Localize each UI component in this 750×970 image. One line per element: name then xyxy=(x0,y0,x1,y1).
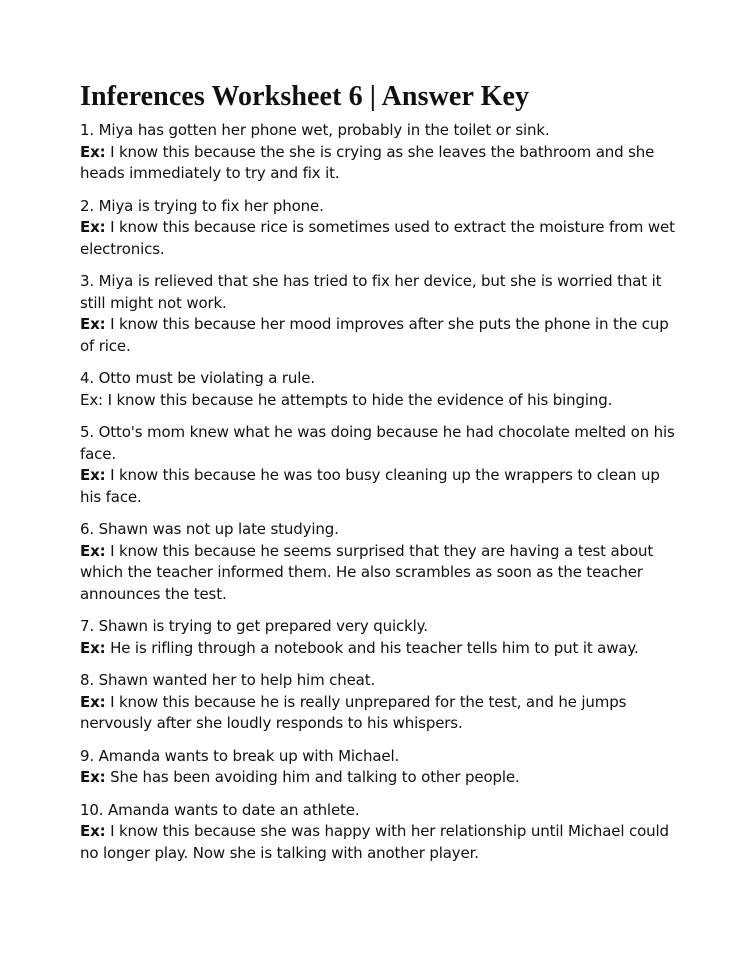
ex-text: She has been avoiding him and talking to other people. xyxy=(105,768,520,786)
answer-text: 9. Amanda wants to break up with Michael. xyxy=(80,746,400,765)
answer-text: 8. Shawn wanted her to help him cheat. xyxy=(80,671,376,689)
answer-item-8 xyxy=(80,670,680,735)
answer-text: 6. Shawn was not up late studying. xyxy=(80,520,339,538)
answer-text: 2. Miya is trying to fix her phone. xyxy=(80,196,324,215)
answer-item-7 xyxy=(80,616,680,659)
ex-label: Ex: xyxy=(80,768,106,786)
ex-label: Ex: xyxy=(80,822,106,840)
answer-text: 7. Shawn is trying to get prepared very quickly. xyxy=(80,617,428,635)
ex-label: Ex: xyxy=(80,638,106,657)
answer-item-3 xyxy=(80,271,680,357)
answer-item-9 xyxy=(80,746,680,789)
ex-label: Ex: xyxy=(80,466,106,484)
explanation xyxy=(80,390,680,412)
explanation xyxy=(80,821,680,864)
answer-item-1 xyxy=(80,120,680,185)
answer-item-4 xyxy=(80,368,680,411)
explanation xyxy=(80,541,680,606)
ex-text: I know this because he was too busy cleaning up the wrappers to clean up his face. xyxy=(80,466,660,506)
ex-text: Ex: I know this because he attempts to hide the evidence of his binging. xyxy=(80,390,613,409)
ex-text: I know this because she was happy with her relationship until Michael could no longer play. Now she is talking with another player. xyxy=(80,822,669,862)
ex-text: I know this because her mood improves after she puts the phone in the cup of rice. xyxy=(80,315,669,355)
ex-label: Ex: xyxy=(80,541,106,560)
answer-text: 1. Miya has gotten her phone wet, probably in the toilet or sink. xyxy=(80,121,550,139)
explanation xyxy=(80,314,680,357)
answer-text: 5. Otto's mom knew what he was doing because he had chocolate melted on his face. xyxy=(80,423,675,463)
ex-text: I know this because he seems surprised that they are having a test about which the teacher informed them. He also scrambles as soon as the teacher announces the test. xyxy=(80,541,654,603)
answer-item-2 xyxy=(80,196,680,261)
ex-text: I know this because rice is sometimes used to extract the moisture from wet electronics. xyxy=(80,218,675,258)
ex-label: Ex: xyxy=(80,315,106,333)
explanation xyxy=(80,142,680,185)
ex-label: Ex: xyxy=(80,142,106,161)
explanation xyxy=(80,767,680,789)
page-title: Inferences Worksheet 6 | Answer Key xyxy=(80,81,530,112)
explanation xyxy=(80,638,680,660)
explanation xyxy=(80,465,680,508)
ex-text: I know this because the she is crying as she leaves the bathroom and she heads immediately to try and fix it. xyxy=(80,142,655,182)
answer-text: 10. Amanda wants to date an athlete. xyxy=(80,800,360,819)
ex-text: I know this because he is really unprepared for the test, and he jumps nervously after she loudly responds to his whispers. xyxy=(80,692,627,732)
answer-text: 4. Otto must be violating a rule. xyxy=(80,369,315,387)
answer-text: 3. Miya is relieved that she has tried to fix her device, but she is worried that it still might not work. xyxy=(80,272,662,312)
ex-text: He is rifling through a notebook and his teacher tells him to put it away. xyxy=(105,638,639,657)
explanation xyxy=(80,217,680,260)
answer-key-page xyxy=(80,80,680,875)
answer-item-5 xyxy=(80,422,680,508)
ex-label: Ex: xyxy=(80,692,106,711)
ex-label: Ex: xyxy=(80,218,106,236)
answer-item-10 xyxy=(80,800,680,865)
answer-item-6 xyxy=(80,519,680,605)
explanation xyxy=(80,692,680,735)
